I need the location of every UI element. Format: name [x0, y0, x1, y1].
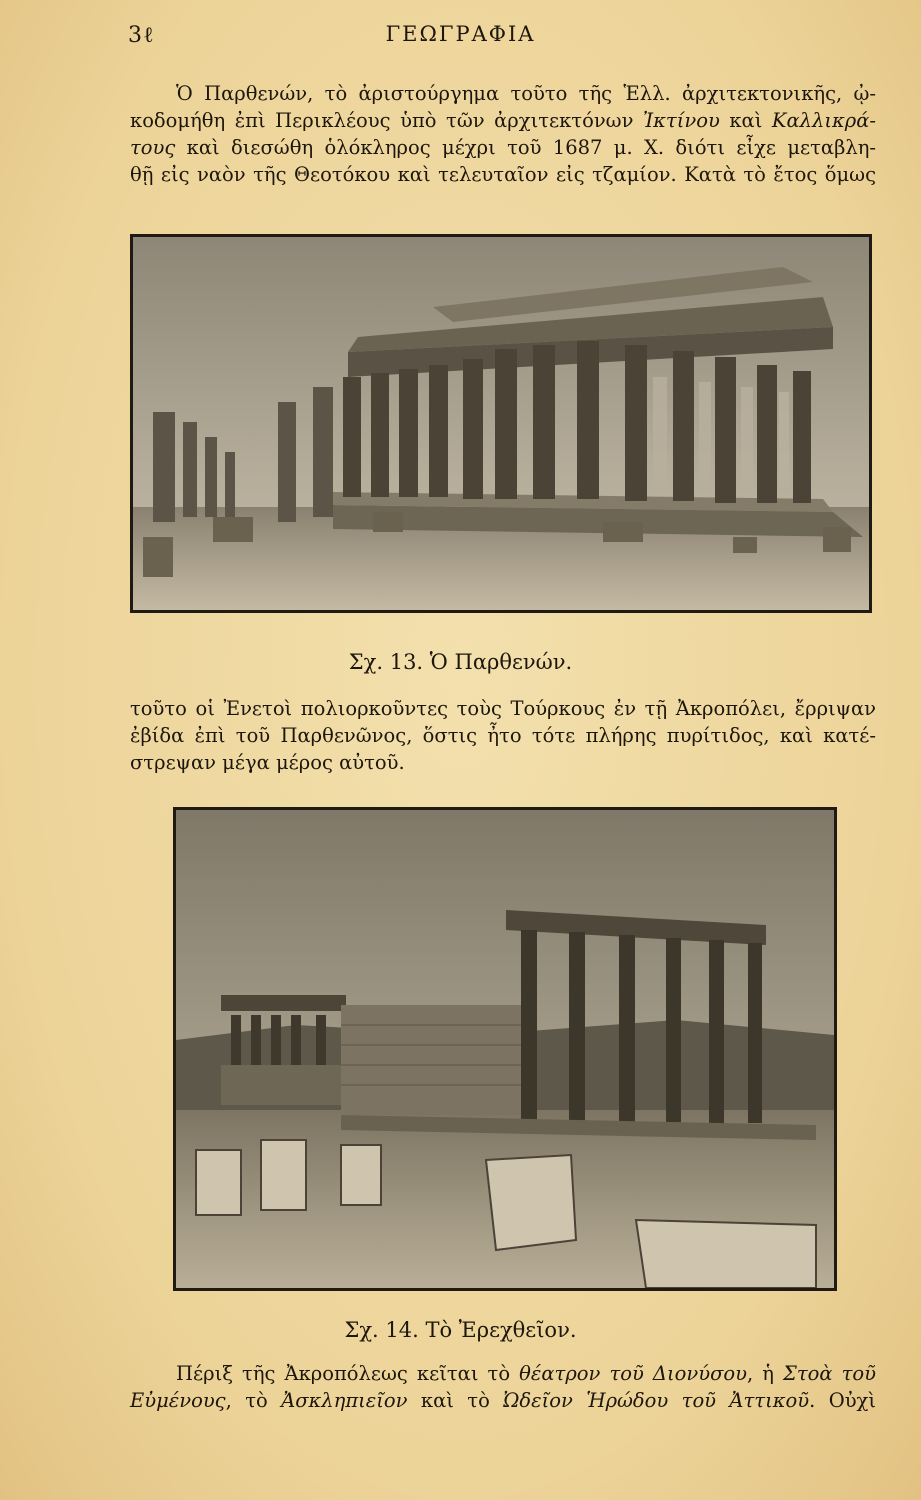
figure-13-caption: Σχ. 13. Ὁ Παρθενών.	[348, 650, 573, 674]
figure-14-caption: Σχ. 14. Τὸ Ἐρεχθεῖον.	[344, 1318, 577, 1342]
running-head: ΓΕΩΓΡΑΦΙΑ	[385, 22, 536, 46]
text-line: στρεψαν μέγα μέρος αὐτοῦ.	[130, 751, 405, 774]
text-line: Εὐμένους, τὸ Ἀσκληπιεῖον καὶ τὸ Ὠδεῖον Ἡρώδου τοῦ Ἀττικοῦ. Οὐχὶ	[130, 1389, 877, 1412]
paragraph-venetian-siege	[130, 695, 876, 776]
page-number: 3ℓ	[128, 23, 155, 48]
paragraph-around-acropolis	[130, 1360, 876, 1414]
text-line: θῇ εἰς ναὸν τῆς Θεοτόκου καὶ τελευταῖον εἰς τζαμίον. Κατὰ τὸ ἔτος ὅμως	[130, 163, 876, 186]
paragraph-parthenon-intro	[130, 80, 876, 188]
text-line: Ὁ Παρθενών, τὸ ἀριστούργημα τοῦτο τῆς Ἑλλ. ἀρχιτεκτονικῆς, ᾠ-	[176, 82, 876, 105]
text-line: Πέριξ τῆς Ἀκροπόλεως κεῖται τὸ θέατρον τοῦ Διονύσου, ἡ Στοὰ τοῦ	[176, 1362, 876, 1385]
erechtheion-photo	[173, 807, 837, 1291]
text-line: κοδομήθη ἐπὶ Περικλέους ὑπὸ τῶν ἀρχιτεκτόνων Ἰκτίνου καὶ Καλλικρά-	[130, 109, 876, 132]
erechtheion-illustration	[176, 810, 834, 1288]
parthenon-photo	[130, 234, 872, 613]
text-line: τοῦτο οἱ Ἐνετοὶ πολιορκοῦντες τοὺς Τούρκους ἐν τῇ Ἀκροπόλει, ἔρριψαν	[130, 697, 876, 720]
text-line: ἐβίδα ἐπὶ τοῦ Παρθενῶνος, ὅστις ἦτο τότε πλήρης πυρίτιδος, καὶ κατέ-	[130, 724, 876, 747]
parthenon-illustration	[133, 237, 869, 610]
text-line: τους καὶ διεσώθη ὁλόκληρος μέχρι τοῦ 1687 μ. Χ. διότι εἶχε μεταβλη-	[130, 136, 876, 159]
